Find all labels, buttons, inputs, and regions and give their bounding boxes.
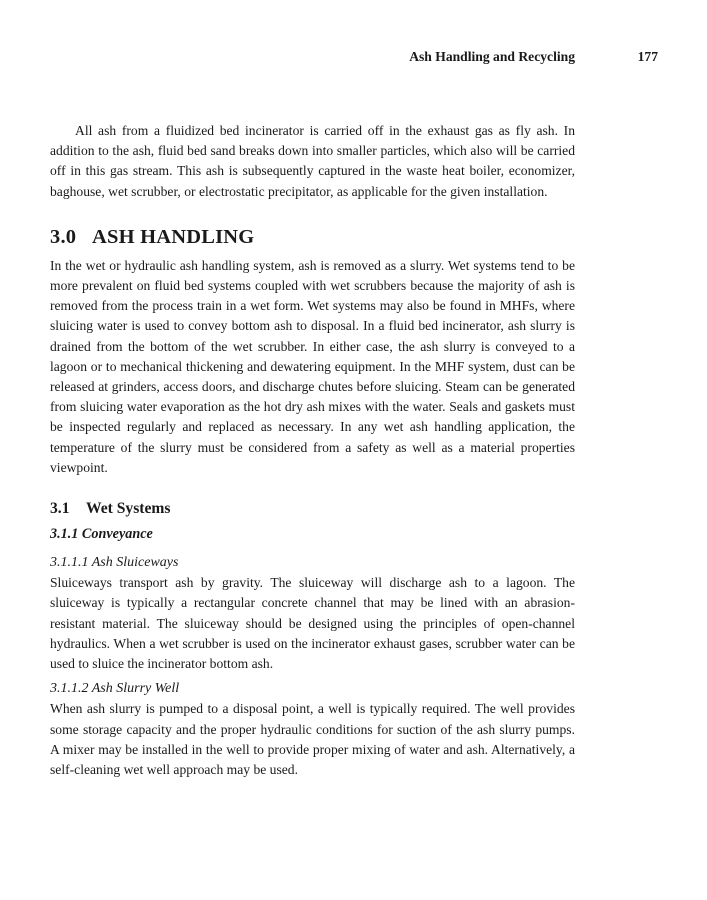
page-body	[50, 121, 575, 780]
paragraph-heading-sluiceways: 3.1.1.1 Ash Sluiceways	[50, 555, 179, 571]
subsubsection-heading: 3.1.1 Conveyance	[50, 526, 153, 543]
subsection-heading	[50, 499, 575, 519]
paragraph-text-slurry-well: When ash slurry is pumped to a disposal point, a well is typically required. The well provides some storage capacity and the proper hydraulic conditions for suction of the ash slurry pumps. A mixer may be installed in the well to provide proper mixing of water and ash. Alternatively, a self-cleaning wet well approach may be used.	[50, 701, 575, 778]
paragraph-heading-slurry-well: 3.1.1.2 Ash Slurry Well	[50, 681, 180, 697]
paragraph-text-sluiceways: Sluiceways transport ash by gravity. The sluiceway will discharge ash to a lagoon. The sluiceway is typically a rectangular concrete channel that may be lined with an abrasion-resistant material. The sluiceway should be designed using the principles of open-channel hydraulics. When a wet scrubber is used on the incinerator exhaust gases, scrubber water can be used to sluice the incinerator bottom ash.	[50, 575, 575, 672]
running-header	[50, 49, 658, 69]
section-paragraph: In the wet or hydraulic ash handling system, ash is removed as a slurry. Wet systems tend to be more prevalent on fluid bed systems coupled with wet scrubbers because the majority of ash is removed from the process train in a wet form. Wet systems may also be found in MHFs, where sluicing water is used to convey bottom ash to disposal. In a fluid bed incinerator, ash slurry is drained from the bottom of the wet scrubber. In either case, the ash slurry is conveyed to a lagoon or to mechanical thickening and dewatering equipment. In the MHF system, dust can be released at grinders, access doors, and discharge chutes before sluicing. Steam can be generated from sluicing water evaporation as the hot dry ash mixes with the water. Seals and gaskets must be inspected regularly and replaced as necessary. In any wet ash handling application, the temperature of the slurry must be considered from a safety as well as a material properties viewpoint.	[50, 257, 575, 475]
section-number: 3.0	[50, 225, 77, 248]
section-heading	[50, 225, 575, 249]
intro-paragraph: All ash from a fluidized bed incinerator is carried off in the exhaust gas as fly ash. In addition to the ash, fluid bed sand breaks down into smaller particles, which also will be carried off in this gas stream. This ash is subsequently captured in the waste heat boiler, economizer, baghouse, wet scrubber, or electrostatic precipitator, as applicable for the given installation.	[50, 123, 575, 199]
running-title: Ash Handling and Recycling	[409, 49, 575, 64]
section-title: ASH HANDLING	[92, 225, 255, 248]
page-number: 177	[637, 49, 658, 64]
subsection-title: Wet Systems	[86, 500, 171, 518]
subsection-number: 3.1	[50, 500, 70, 518]
